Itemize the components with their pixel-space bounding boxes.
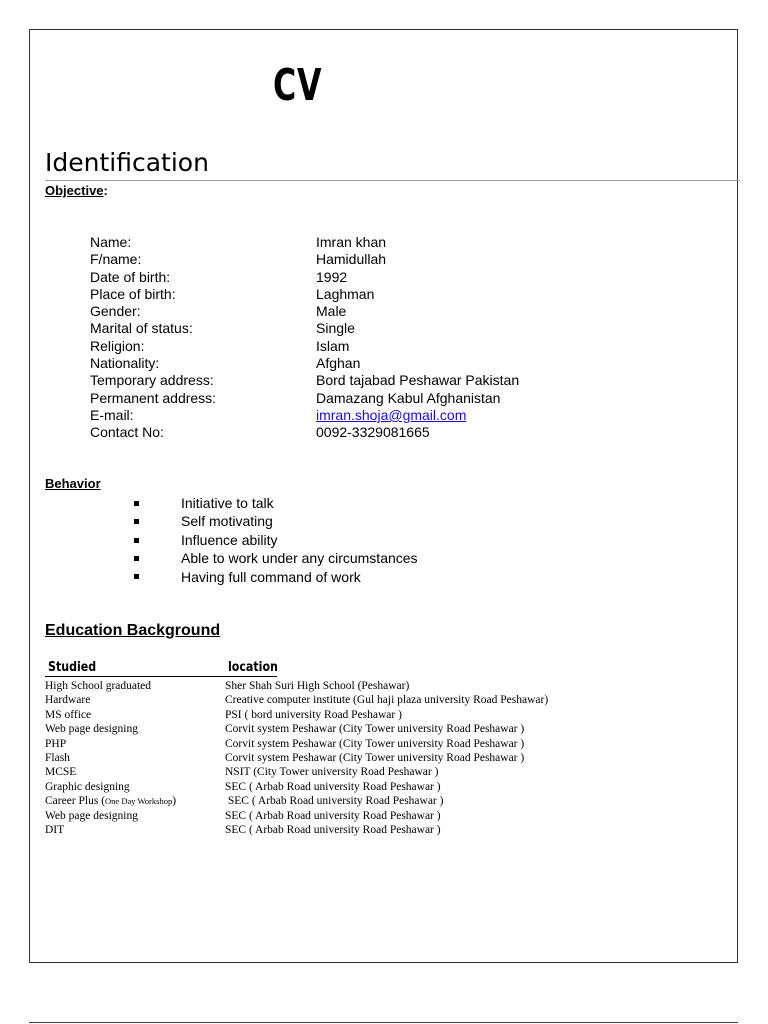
column-header-location: location: [228, 660, 278, 675]
table-row: [45, 794, 705, 808]
square-bullet-icon: [134, 519, 139, 524]
studied-cell: PHP: [45, 737, 67, 750]
location-cell: SEC ( Arbab Road university Road Peshawar ): [225, 780, 441, 793]
detail-label: Date of birth:: [90, 268, 171, 285]
behavior-list: [134, 494, 418, 586]
studied-cell: Flash: [45, 752, 70, 765]
detail-row-marital-status: [90, 320, 519, 337]
header-underline: [45, 676, 277, 677]
detail-label: Contact No:: [90, 424, 164, 441]
studied-cell: Web page designing: [45, 809, 138, 822]
detail-row-gender: [90, 303, 519, 320]
detail-row-place-of-birth: [90, 286, 519, 303]
behavior-text: Influence ability: [181, 531, 278, 548]
objective-heading: [45, 183, 108, 198]
detail-value: Male: [316, 303, 347, 320]
next-page-edge: [29, 1022, 738, 1023]
location-cell: SEC ( Arbab Road university Road Peshawar ): [225, 795, 444, 808]
studied-cell: MCSE: [45, 766, 77, 779]
detail-label: Temporary address:: [90, 372, 214, 389]
studied-cell: Graphic designing: [45, 780, 130, 793]
education-rows: [45, 679, 705, 837]
behavior-text: Able to work under any circumstances: [181, 550, 418, 567]
studied-text: Career Plus (: [45, 795, 106, 808]
detail-row-nationality: [90, 355, 519, 372]
detail-label: E-mail:: [90, 406, 134, 423]
studied-cell: [45, 794, 225, 808]
detail-row-email: [90, 407, 519, 424]
square-bullet-icon: [134, 538, 139, 543]
location-cell: Sher Shah Suri High School (Peshawar): [225, 680, 410, 692]
detail-row-father-name: [90, 251, 519, 268]
detail-label: Nationality:: [90, 355, 160, 372]
behavior-text: Self motivating: [181, 513, 273, 530]
table-row: [45, 693, 705, 707]
studied-cell: High School graduated: [45, 680, 152, 692]
table-row: [45, 722, 705, 736]
list-item: [134, 568, 418, 586]
table-row: [45, 737, 705, 751]
detail-value: Hamidullah: [316, 251, 387, 268]
detail-row-temporary-address: [90, 372, 519, 389]
document-title: CV: [273, 60, 323, 111]
detail-label: Marital of status:: [90, 320, 193, 337]
table-row: [45, 708, 705, 722]
table-row: [45, 780, 705, 794]
detail-row-contact-no: [90, 424, 519, 441]
detail-value: Damazang Kabul Afghanistan: [316, 389, 501, 406]
behavior-text: Having full command of work: [181, 568, 361, 585]
detail-row-date-of-birth: [90, 269, 519, 286]
identification-divider: [45, 180, 740, 181]
table-row: [45, 765, 705, 779]
detail-row-permanent-address: [90, 390, 519, 407]
behavior-text: Initiative to talk: [181, 495, 274, 511]
objective-colon: :: [103, 183, 108, 198]
location-cell: Creative computer institute (Gul haji plaza university Road Peshawar): [225, 694, 549, 707]
studied-cell: Web page designing: [45, 723, 138, 736]
detail-label: F/name:: [90, 251, 142, 268]
detail-label: Place of birth:: [90, 285, 176, 302]
identification-details: [90, 234, 519, 442]
detail-value: Laghman: [316, 285, 375, 302]
location-cell: Corvit system Peshawar (City Tower university Road Peshawar ): [225, 752, 525, 765]
location-cell: Corvit system Peshawar (City Tower university Road Peshawar ): [225, 737, 525, 750]
studied-cell: Hardware: [45, 694, 91, 707]
table-row: [45, 809, 705, 823]
education-heading: Education Background: [45, 622, 221, 639]
list-item: [134, 494, 418, 512]
square-bullet-icon: [134, 501, 139, 506]
location-cell: SEC ( Arbab Road university Road Peshawar ): [225, 809, 441, 822]
email-link[interactable]: imran.shoja@gmail.com: [316, 406, 467, 423]
detail-label: Permanent address:: [90, 389, 217, 406]
studied-text-end: ): [172, 795, 177, 808]
behavior-heading: Behavior: [45, 476, 101, 491]
document-page: [29, 29, 738, 963]
location-cell: PSI ( bord university Road Peshawar ): [225, 708, 402, 721]
objective-label: Objective: [45, 183, 104, 198]
table-row: [45, 679, 705, 693]
list-item: [134, 531, 418, 549]
location-cell: SEC ( Arbab Road university Road Peshawar ): [225, 824, 441, 837]
detail-row-name: [90, 234, 519, 251]
studied-cell: DIT: [45, 824, 65, 837]
detail-label: Religion:: [90, 337, 145, 354]
square-bullet-icon: [134, 574, 139, 579]
detail-value: Single: [316, 320, 355, 337]
education-table-header: [45, 660, 705, 676]
identification-heading: Identification: [45, 148, 209, 177]
detail-value: Afghan: [316, 355, 361, 372]
detail-value: 1992: [316, 268, 348, 285]
location-cell: NSIT (City Tower university Road Peshawar ): [225, 766, 439, 779]
location-cell: Corvit system Peshawar (City Tower university Road Peshawar ): [225, 723, 525, 736]
detail-label: Gender:: [90, 303, 141, 320]
detail-label: Name:: [90, 234, 132, 250]
square-bullet-icon: [134, 556, 139, 561]
studied-cell: MS office: [45, 708, 92, 721]
detail-value: Islam: [316, 337, 350, 354]
studied-small-text: One Day Workshop: [105, 796, 173, 807]
detail-value: Bord tajabad Peshawar Pakistan: [316, 372, 520, 389]
education-table: [45, 660, 705, 837]
detail-value: 0092-3329081665: [316, 424, 430, 441]
detail-row-religion: [90, 338, 519, 355]
list-item: [134, 512, 418, 530]
detail-value: Imran khan: [316, 234, 387, 250]
list-item: [134, 549, 418, 567]
table-row: [45, 751, 705, 765]
column-header-studied: Studied: [48, 660, 97, 675]
table-row: [45, 823, 705, 837]
